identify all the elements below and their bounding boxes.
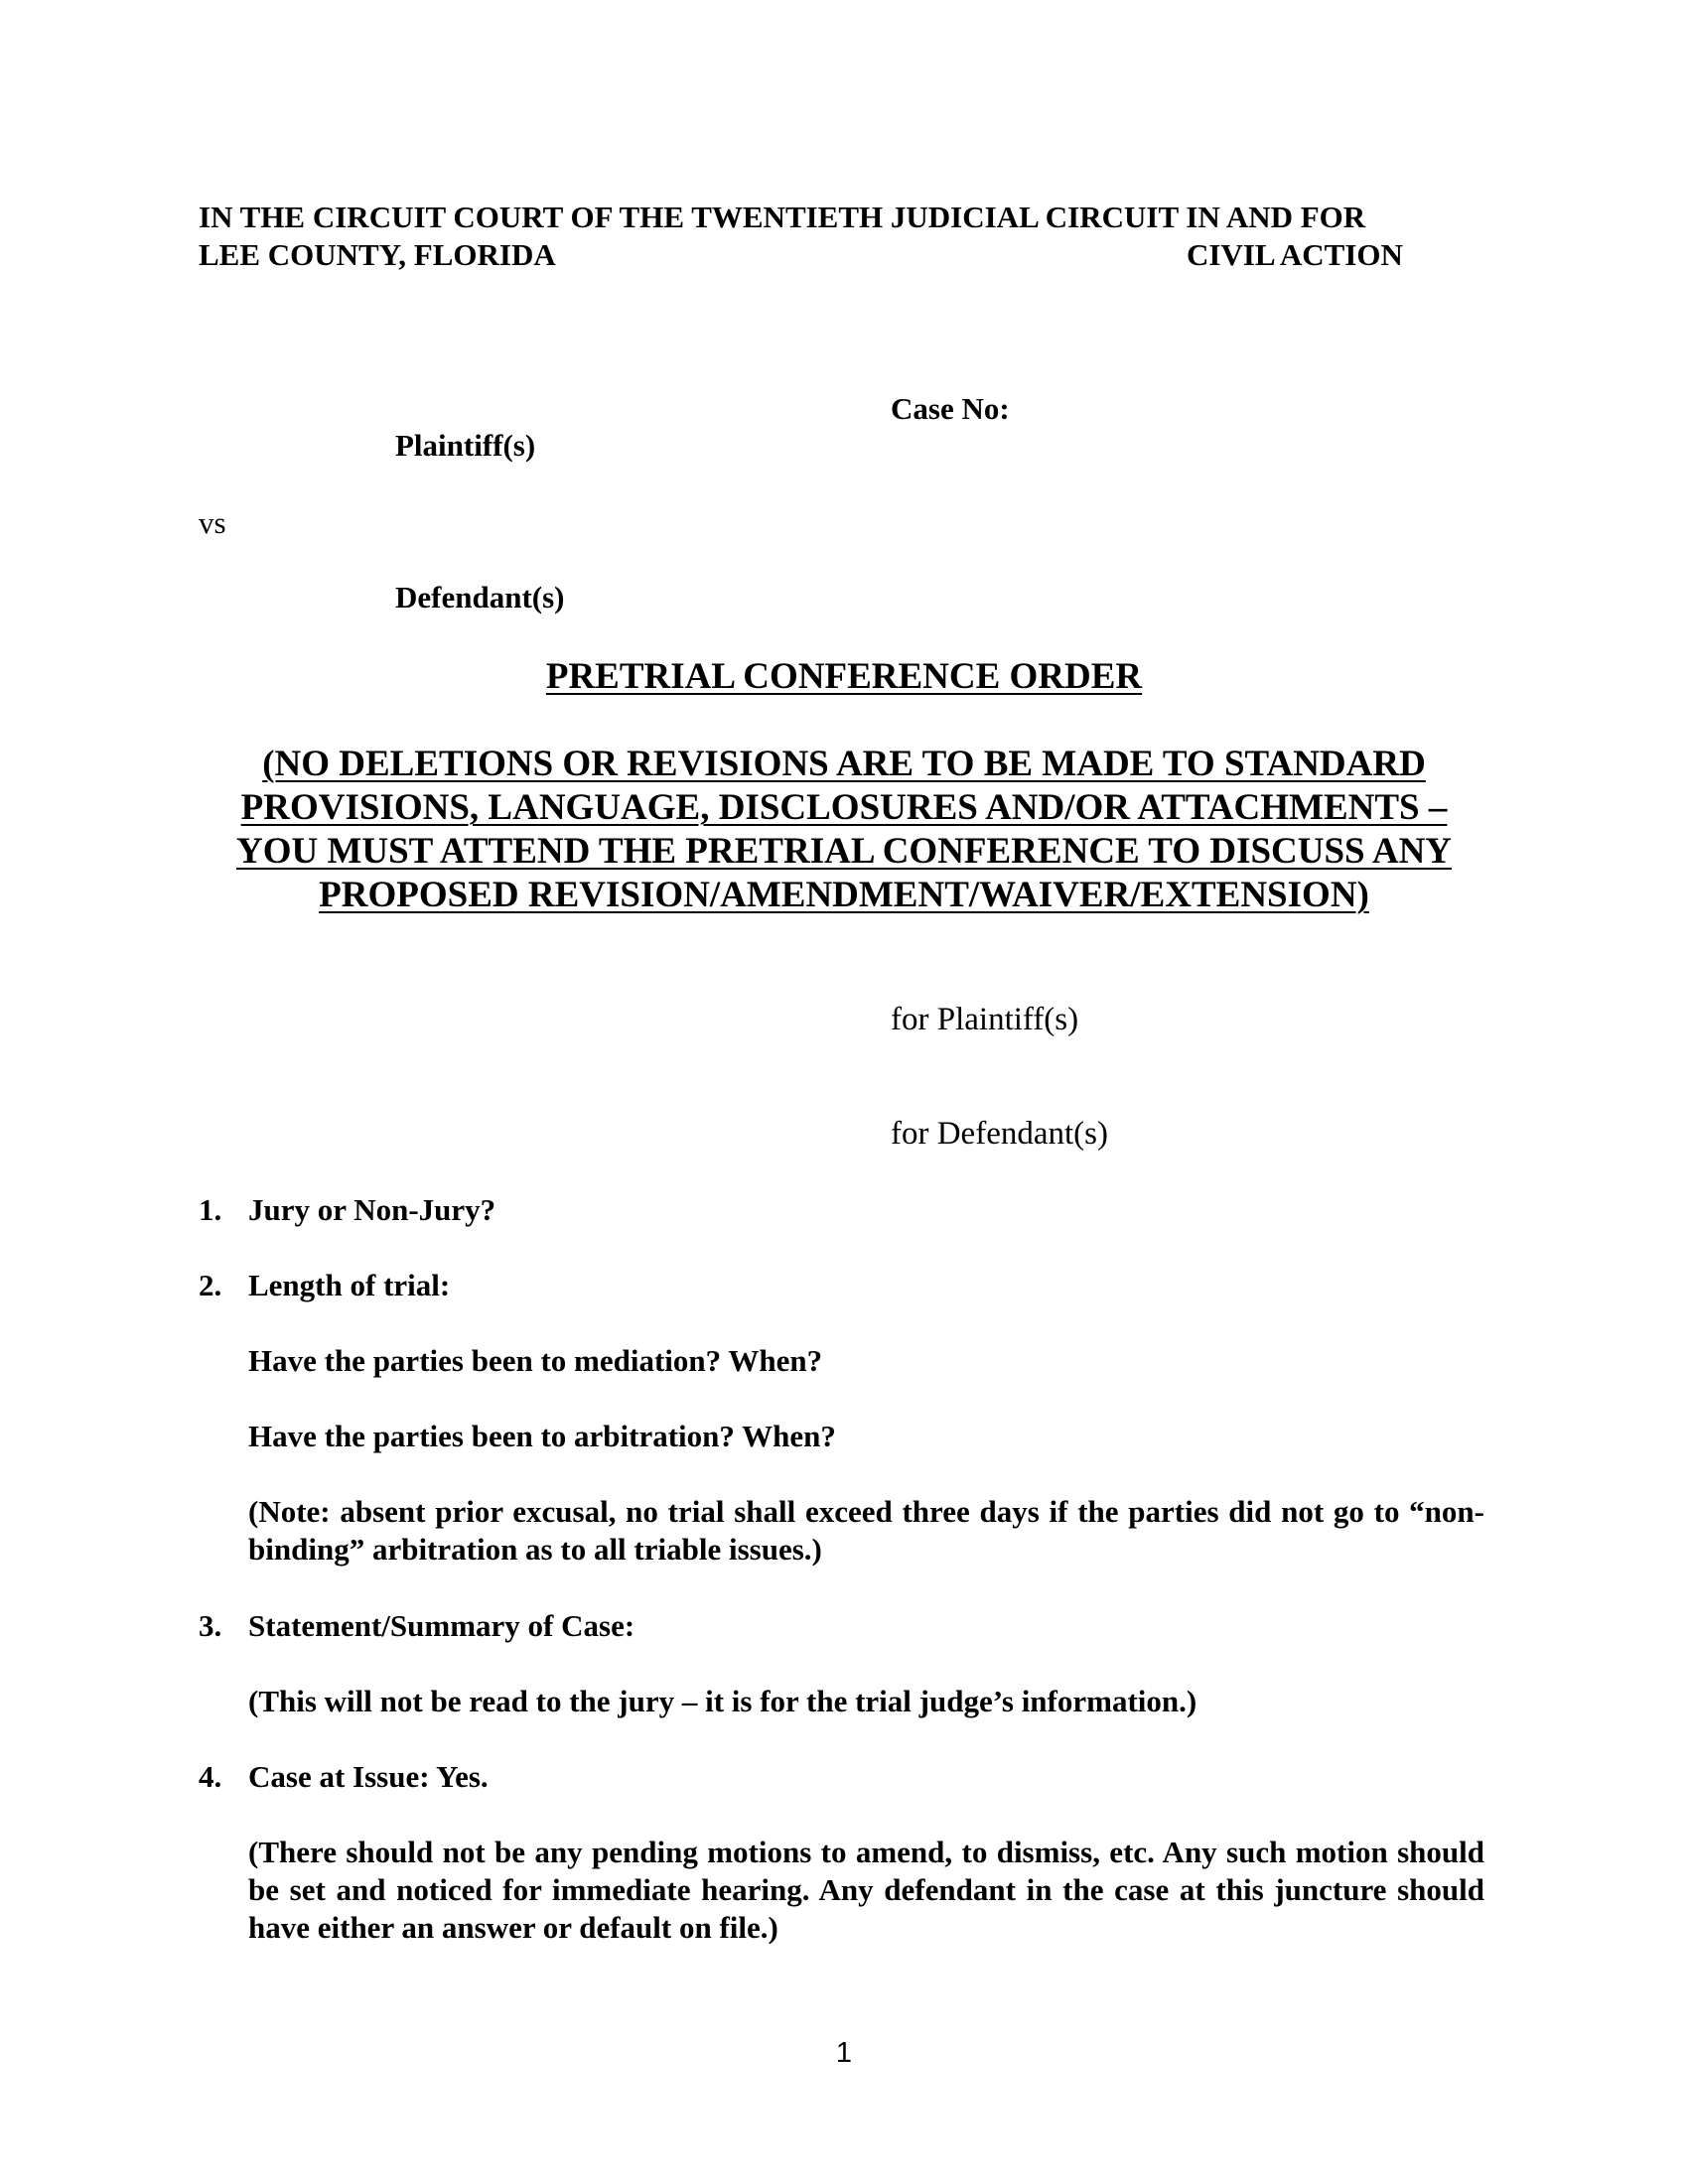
item-jury: Jury or Non-Jury?	[248, 1192, 496, 1227]
arbitration-note: (Note: absent prior excusal, no trial shall exceed three days if the parties did not go to “non-binding” arbitration as to all triable issues.)	[248, 1494, 1484, 1567]
case-at-issue-note: (There should not be any pending motions to amend, to dismiss, etc. Any such motion should be set and noticed for immediate hearing. Any defendant in the case at this juncture should have either an answer or default on file.)	[248, 1835, 1484, 1945]
counsel-plaintiff: for Plaintiff(s)	[891, 1002, 1079, 1037]
notice-line: YOU MUST ATTEND THE PRETRIAL CONFERENCE TO DISCUSS ANY	[235, 831, 1453, 872]
item-length-of-trial: Length of trial:	[248, 1268, 451, 1302]
versus-label: vs	[199, 505, 226, 540]
arbitration-question: Have the parties been to arbitration? When?	[248, 1419, 836, 1453]
plaintiff-label: Plaintiff(s)	[395, 428, 536, 463]
item-number: 4.	[199, 1759, 222, 1794]
notice-line: (NO DELETIONS OR REVISIONS ARE TO BE MADE TO STANDARD	[262, 744, 1426, 784]
item-number: 3.	[199, 1608, 222, 1643]
item-case-summary: Statement/Summary of Case:	[248, 1608, 635, 1643]
item-number: 1.	[199, 1192, 222, 1227]
mediation-question: Have the parties been to mediation? When?	[248, 1343, 823, 1378]
defendant-label: Defendant(s)	[395, 580, 565, 614]
item-case-at-issue: Case at Issue: Yes.	[248, 1759, 489, 1794]
court-header-line1: IN THE CIRCUIT COURT OF THE TWENTIETH JUDICIAL CIRCUIT IN AND FOR	[199, 200, 1366, 234]
item-number: 2.	[199, 1268, 222, 1302]
notice-line: PROVISIONS, LANGUAGE, DISCLOSURES AND/OR ATTACHMENTS –	[240, 787, 1448, 828]
document-title: PRETRIAL CONFERENCE ORDER	[545, 656, 1143, 697]
summary-note: (This will not be read to the jury – it is for the trial judge’s information.)	[248, 1684, 1197, 1718]
notice-line: PROPOSED REVISION/AMENDMENT/WAIVER/EXTENSION)	[319, 875, 1369, 915]
case-number-label: Case No:	[891, 391, 1010, 426]
counsel-defendant: for Defendant(s)	[891, 1116, 1108, 1152]
court-header-county: LEE COUNTY, FLORIDA	[199, 237, 556, 272]
page-number: 1	[835, 2037, 853, 2069]
court-header-civil-action: CIVIL ACTION	[1187, 237, 1403, 272]
